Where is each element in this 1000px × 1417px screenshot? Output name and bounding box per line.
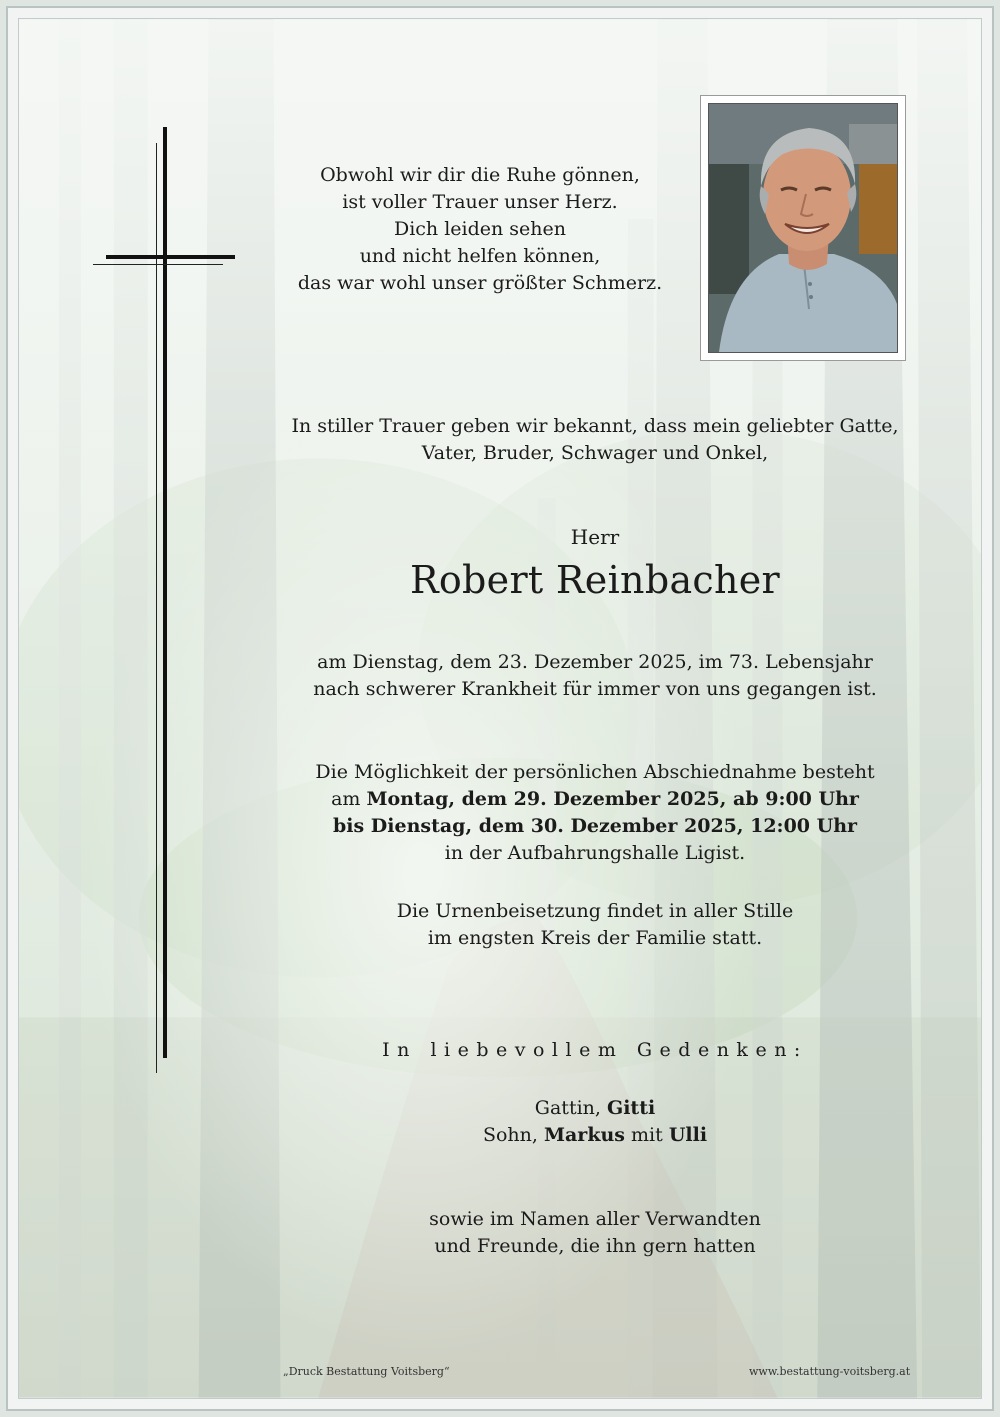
urn-line: Die Urnenbeisetzung findet in aller Stille	[396, 900, 794, 922]
viewing-line	[290, 786, 900, 813]
viewing-line: Die Möglichkeit der persönlichen Abschiednahme besteht	[315, 761, 875, 783]
poem-line: Obwohl wir dir die Ruhe gönnen,	[320, 164, 640, 186]
viewing-prefix: am	[331, 788, 367, 810]
viewing-start: Montag, dem 29. Dezember 2025, ab 9:00 Uhr	[366, 788, 859, 810]
mourners-list	[400, 1095, 790, 1149]
relatives-closing	[340, 1206, 850, 1260]
deceased-name: Robert Reinbacher	[409, 558, 781, 602]
cross-vertical-bar	[163, 127, 167, 1058]
poem-line: und nicht helfen können,	[359, 245, 601, 267]
death-notice	[290, 649, 900, 703]
urn-line: im engsten Kreis der Familie statt.	[427, 927, 763, 949]
honorific: Herr	[570, 525, 620, 549]
poem-line: ist voller Trauer unser Herz.	[342, 191, 618, 213]
memorial-poem	[280, 162, 680, 297]
mourner-relation: Gattin,	[534, 1097, 607, 1119]
viewing-location: in der Aufbahrungshalle Ligist.	[444, 842, 746, 864]
relatives-line: und Freunde, die ihn gern hatten	[434, 1235, 756, 1257]
announcement-line: Vater, Bruder, Schwager und Onkel,	[421, 442, 769, 464]
poem-line: Dich leiden sehen	[393, 218, 567, 240]
mourner-name: Ulli	[668, 1124, 708, 1146]
cross-vertical-shadow-line	[156, 143, 157, 1073]
mourner-wife	[400, 1095, 790, 1122]
relatives-line: sowie im Namen aller Verwandten	[429, 1208, 761, 1230]
mourner-name: Markus	[543, 1124, 625, 1146]
mourner-connector: mit	[625, 1124, 669, 1146]
announcement-line: In stiller Trauer geben wir bekannt, dass mein geliebter Gatte,	[291, 415, 899, 437]
funeral-home-website: www.bestattung-voitsberg.at	[749, 1365, 911, 1378]
death-line: am Dienstag, dem 23. Dezember 2025, im 73. Lebensjahr	[317, 651, 873, 673]
urn-burial-notice	[290, 898, 900, 952]
viewing-end: bis Dienstag, dem 30. Dezember 2025, 12:00 Uhr	[332, 815, 858, 837]
memory-heading: In liebevollem Gedenken:	[382, 1039, 808, 1061]
mourner-son	[400, 1122, 790, 1149]
announcement-text	[290, 413, 900, 467]
death-line: nach schwerer Krankheit für immer von uns gegangen ist.	[313, 678, 877, 700]
cross-horizontal-bar	[106, 255, 235, 259]
mourner-name: Gitti	[606, 1097, 656, 1119]
viewing-line	[290, 813, 900, 840]
printer-credit: „Druck Bestattung Voitsberg“	[283, 1365, 450, 1378]
portrait-photo-frame	[700, 95, 906, 361]
portrait-photo	[708, 103, 898, 353]
cross-horizontal-shadow-line	[93, 264, 223, 265]
poem-line: das war wohl unser größter Schmerz.	[297, 272, 663, 294]
mourner-relation: Sohn,	[482, 1124, 544, 1146]
viewing-details	[290, 759, 900, 867]
